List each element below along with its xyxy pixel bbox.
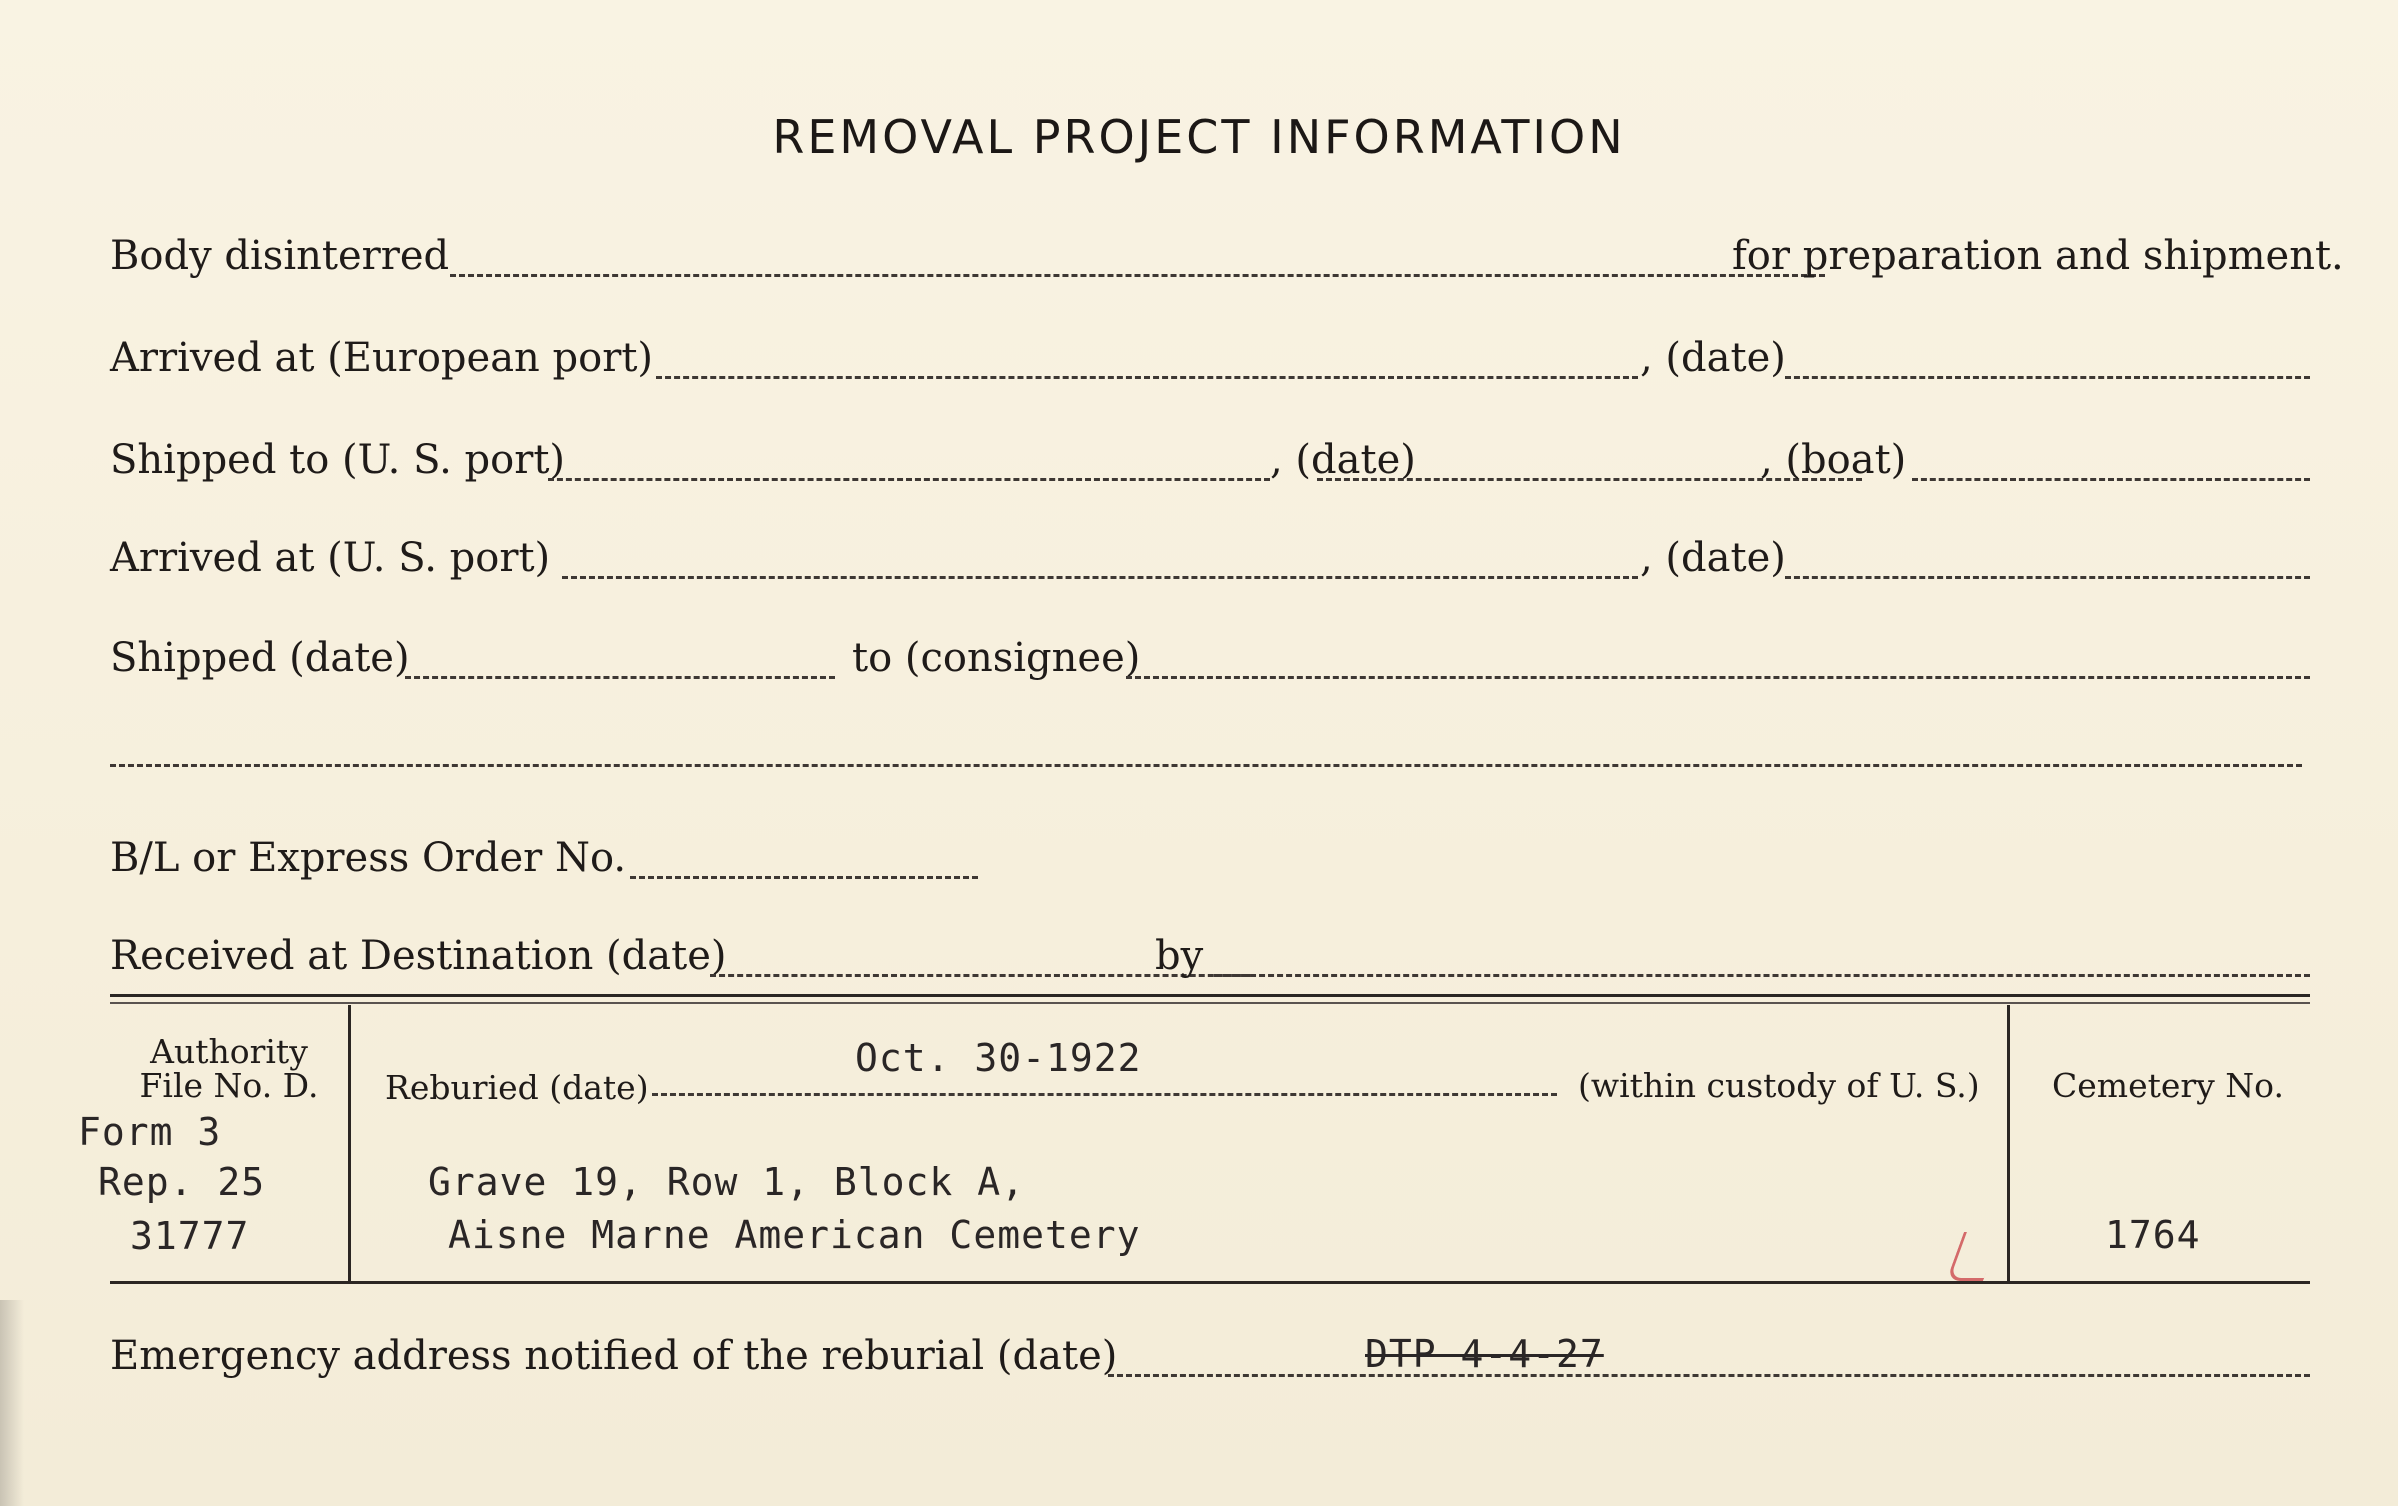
row-consignee-continued [110, 718, 2310, 778]
boat-field[interactable] [1912, 478, 2310, 481]
authority-column [110, 1032, 348, 1105]
row-body-disinterred [110, 228, 2344, 288]
reburied-date-field[interactable] [652, 1093, 1557, 1096]
arrived-european-date-field[interactable] [1785, 376, 2310, 379]
card-edge-shadow [0, 1300, 24, 1506]
form-number: Form 3 [78, 1110, 222, 1154]
by-label: by [1155, 933, 1204, 979]
emergency-label: Emergency address notified of the reburial (date) [110, 1333, 1118, 1379]
custody-label: (within custody of U. S.) [1578, 1066, 1980, 1105]
european-port-field[interactable] [656, 376, 1638, 379]
box-top-rule [110, 994, 2310, 997]
emergency-date-value: DTP 4-4-27 [1365, 1332, 1604, 1376]
boat-label: , (boat) [1760, 437, 1907, 483]
box-top-rule-inner [110, 1002, 2310, 1004]
row-arrived-european [110, 330, 2310, 390]
cemetery-name: Aisne Marne American Cemetery [448, 1213, 1141, 1257]
preparation-shipment-label: for preparation and shipment. [1732, 233, 2344, 279]
card-title: REMOVAL PROJECT INFORMATION [772, 110, 1626, 164]
row-arrived-us [110, 530, 2310, 590]
us-port-field[interactable] [548, 478, 1270, 481]
received-by-field[interactable] [1214, 974, 2310, 977]
bl-order-field[interactable] [630, 876, 978, 879]
row-received [110, 928, 2310, 988]
grave-location: Grave 19, Row 1, Block A, [428, 1160, 1025, 1204]
reburied-label: Reburied (date) [385, 1068, 649, 1107]
row-emergency [110, 1328, 2310, 1388]
body-disinterred-label: Body disinterred [110, 233, 450, 279]
file-no-label: File No. D. [139, 1066, 319, 1105]
cemetery-number: 1764 [2105, 1213, 2201, 1257]
bl-order-label: B/L or Express Order No. [110, 835, 627, 881]
shipped-date-field[interactable] [405, 676, 835, 679]
arrived-us-label: Arrived at (U. S. port) [110, 535, 551, 581]
row-bl-order [110, 830, 2310, 890]
received-label: Received at Destination (date) [110, 933, 727, 979]
row-shipped-us [110, 432, 2310, 492]
row-shipped-date [110, 630, 2310, 690]
shipped-us-label: Shipped to (U. S. port) [110, 437, 565, 483]
box-divider-right [2007, 1005, 2010, 1283]
arrived-us-port-field[interactable] [562, 576, 1638, 579]
shipped-date-label: Shipped (date) [110, 635, 410, 681]
red-check-mark [1946, 1232, 2001, 1281]
file-number: 31777 [130, 1214, 250, 1258]
reburied-date: Oct. 30-1922 [855, 1036, 1142, 1080]
emergency-date-field[interactable] [1108, 1374, 2310, 1377]
consignee-continued-field[interactable] [110, 764, 2302, 767]
arrived-us-date-label: , (date) [1640, 535, 1786, 581]
body-disinterred-field[interactable] [450, 274, 1825, 277]
box-divider-left [348, 1005, 351, 1283]
consignee-field[interactable] [1126, 676, 2310, 679]
arrived-european-label: Arrived at (European port) [110, 335, 654, 381]
consignee-label: to (consignee) [852, 635, 1141, 681]
box-bottom-rule [110, 1281, 2310, 1284]
cemetery-no-label: Cemetery No. [2052, 1066, 2284, 1105]
arrived-european-date-label: , (date) [1640, 335, 1786, 381]
arrived-us-date-field[interactable] [1785, 576, 2310, 579]
rep-number: Rep. 25 [98, 1160, 266, 1204]
authority-label: Authority [150, 1032, 308, 1071]
shipped-us-date-label: , (date) [1270, 437, 1416, 483]
